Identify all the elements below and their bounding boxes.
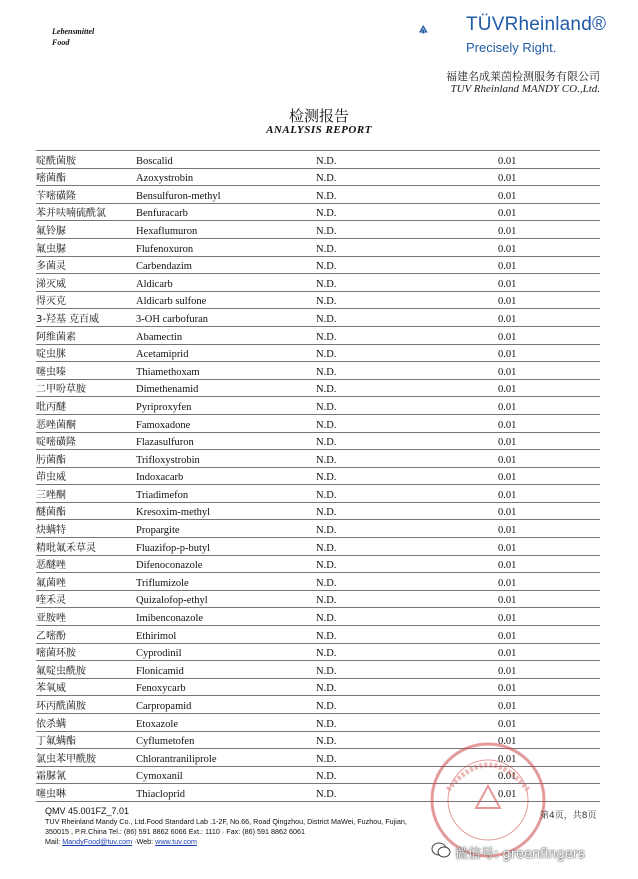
pesticide-name-en: Aldicarb sulfone xyxy=(136,291,316,309)
detection-limit: 0.01 xyxy=(498,590,600,608)
result-value: N.D. xyxy=(316,749,498,767)
pesticide-name-en: Cyflumetofen xyxy=(136,731,316,749)
pesticide-name-cn: 噻虫啉 xyxy=(36,784,136,802)
results-table-body xyxy=(36,151,600,802)
pesticide-name-en: Acetamiprid xyxy=(136,344,316,362)
division-label-de: Lebensmittel xyxy=(52,27,95,36)
result-value: N.D. xyxy=(316,168,498,186)
detection-limit: 0.01 xyxy=(498,485,600,503)
detection-limit: 0.01 xyxy=(498,626,600,644)
report-title-en: ANALYSIS REPORT xyxy=(266,124,372,136)
table-row xyxy=(36,520,600,538)
pesticide-name-cn: 3-羟基 克百威 xyxy=(36,309,136,327)
pesticide-name-en: Cyprodinil xyxy=(136,643,316,661)
table-row xyxy=(36,362,600,380)
table-row xyxy=(36,485,600,503)
pesticide-name-en: Thiacloprid xyxy=(136,784,316,802)
table-row xyxy=(36,309,600,327)
pesticide-name-cn: 吡丙醚 xyxy=(36,397,136,415)
pesticide-name-cn: 嘧菌环胺 xyxy=(36,643,136,661)
table-row xyxy=(36,221,600,239)
table-row xyxy=(36,414,600,432)
detection-limit: 0.01 xyxy=(498,432,600,450)
pesticide-name-en: Flufenoxuron xyxy=(136,238,316,256)
result-value: N.D. xyxy=(316,485,498,503)
pesticide-name-cn: 嘧菌酯 xyxy=(36,168,136,186)
result-value: N.D. xyxy=(316,397,498,415)
result-value: N.D. xyxy=(316,151,498,169)
pesticide-name-en: 3-OH carbofuran xyxy=(136,309,316,327)
pesticide-name-cn: 恶醚唑 xyxy=(36,555,136,573)
pesticide-name-en: Triadimefon xyxy=(136,485,316,503)
result-value: N.D. xyxy=(316,238,498,256)
result-value: N.D. xyxy=(316,450,498,468)
mail-label: Mail: xyxy=(45,837,63,846)
table-row xyxy=(36,274,600,292)
web-link[interactable]: www.tuv.com xyxy=(155,837,197,846)
table-row xyxy=(36,168,600,186)
result-value: N.D. xyxy=(316,467,498,485)
form-code: QMV 45.001FZ_7.01 xyxy=(45,806,130,816)
detection-limit: 0.01 xyxy=(498,520,600,538)
result-value: N.D. xyxy=(316,203,498,221)
pesticide-name-en: Fenoxycarb xyxy=(136,678,316,696)
pesticide-name-en: Flazasulfuron xyxy=(136,432,316,450)
pesticide-name-cn: 得灭克 xyxy=(36,291,136,309)
pesticide-name-cn: 多菌灵 xyxy=(36,256,136,274)
result-value: N.D. xyxy=(316,766,498,784)
result-value: N.D. xyxy=(316,608,498,626)
table-row xyxy=(36,432,600,450)
result-value: N.D. xyxy=(316,784,498,802)
pesticide-name-en: Quizalofop-ethyl xyxy=(136,590,316,608)
detection-limit: 0.01 xyxy=(498,344,600,362)
pesticide-name-cn: 噻虫嗪 xyxy=(36,362,136,380)
pesticide-name-cn: 亚胺唑 xyxy=(36,608,136,626)
pesticide-name-en: Famoxadone xyxy=(136,414,316,432)
result-value: N.D. xyxy=(316,326,498,344)
detection-limit: 0.01 xyxy=(498,502,600,520)
table-row xyxy=(36,151,600,169)
pesticide-name-cn: 三唑酮 xyxy=(36,485,136,503)
pesticide-name-en: Propargite xyxy=(136,520,316,538)
pesticide-name-en: Dimethenamid xyxy=(136,379,316,397)
pesticide-name-cn: 氟铃脲 xyxy=(36,221,136,239)
pesticide-name-cn: 醚菌酯 xyxy=(36,502,136,520)
table-row xyxy=(36,538,600,556)
pesticide-name-cn: 环丙酰菌胺 xyxy=(36,696,136,714)
result-value: N.D. xyxy=(316,432,498,450)
result-value: N.D. xyxy=(316,555,498,573)
pesticide-name-en: Hexaflumuron xyxy=(136,221,316,239)
web-label: ·Web: xyxy=(132,837,156,846)
pesticide-name-en: Ethirimol xyxy=(136,626,316,644)
detection-limit: 0.01 xyxy=(498,414,600,432)
detection-limit: 0.01 xyxy=(498,274,600,292)
tuv-triangle-logo-icon xyxy=(418,10,464,50)
result-value: N.D. xyxy=(316,291,498,309)
pesticide-name-cn: 苯氧威 xyxy=(36,678,136,696)
pesticide-name-cn: 肟菌酯 xyxy=(36,450,136,468)
pesticide-name-cn: 苯并呋喃硫酰氯 xyxy=(36,203,136,221)
lab-online xyxy=(45,837,407,847)
pesticide-name-en: Aldicarb xyxy=(136,274,316,292)
table-row xyxy=(36,573,600,591)
watermark-text: 微信号: greenfingers xyxy=(455,847,585,862)
detection-limit: 0.01 xyxy=(498,379,600,397)
table-row xyxy=(36,678,600,696)
pesticide-name-en: Difenoconazole xyxy=(136,555,316,573)
detection-limit: 0.01 xyxy=(498,643,600,661)
detection-limit: 0.01 xyxy=(498,326,600,344)
page-number: 第4页，共8页 xyxy=(540,811,597,821)
detection-limit: 0.01 xyxy=(498,291,600,309)
report-title-cn: 检测报告 xyxy=(288,107,349,125)
pesticide-name-cn: 依杀螨 xyxy=(36,714,136,732)
table-row xyxy=(36,450,600,468)
pesticide-name-cn: 阿维菌素 xyxy=(36,326,136,344)
pesticide-name-en: Fluazifop-p-butyl xyxy=(136,538,316,556)
pesticide-name-en: Azoxystrobin xyxy=(136,168,316,186)
detection-limit: 0.01 xyxy=(498,362,600,380)
table-row xyxy=(36,643,600,661)
lab-address: TUV Rheinland Mandy Co., Ltd.Food Standard Lab .1-2F, No.66, Road Qingzhou, District MaWei, Fuzhou, Fujian, xyxy=(45,817,407,826)
brand-tagline: Precisely Right. xyxy=(466,40,557,55)
result-value: N.D. xyxy=(316,520,498,538)
table-row xyxy=(36,608,600,626)
pesticide-name-cn: 氟菌唑 xyxy=(36,573,136,591)
detection-limit: 0.01 xyxy=(498,784,600,802)
pesticide-name-cn: 啶嘧磺隆 xyxy=(36,432,136,450)
detection-limit: 0.01 xyxy=(498,168,600,186)
pesticide-name-cn: 丁氟螨酯 xyxy=(36,731,136,749)
detection-limit: 0.01 xyxy=(498,186,600,204)
detection-limit: 0.01 xyxy=(498,221,600,239)
email-link[interactable]: MandyFood@tuv.com xyxy=(62,837,133,846)
result-value: N.D. xyxy=(316,344,498,362)
brand-name: TÜVRheinland® xyxy=(466,14,607,35)
result-value: N.D. xyxy=(316,731,498,749)
result-value: N.D. xyxy=(316,502,498,520)
table-row xyxy=(36,238,600,256)
result-value: N.D. xyxy=(316,186,498,204)
detection-limit: 0.01 xyxy=(498,678,600,696)
result-value: N.D. xyxy=(316,274,498,292)
result-value: N.D. xyxy=(316,256,498,274)
pesticide-name-en: Trifloxystrobin xyxy=(136,450,316,468)
detection-limit: 0.01 xyxy=(498,467,600,485)
detection-limit: 0.01 xyxy=(498,749,600,767)
result-value: N.D. xyxy=(316,626,498,644)
pesticide-name-cn: 恶唑菌酮 xyxy=(36,414,136,432)
pesticide-name-en: Carbendazim xyxy=(136,256,316,274)
table-row xyxy=(36,696,600,714)
detection-limit: 0.01 xyxy=(498,731,600,749)
result-value: N.D. xyxy=(316,643,498,661)
table-row xyxy=(36,379,600,397)
report-footer xyxy=(45,806,407,847)
pesticide-name-en: Cymoxanil xyxy=(136,766,316,784)
pesticide-name-en: Boscalid xyxy=(136,151,316,169)
detection-limit: 0.01 xyxy=(498,661,600,679)
detection-limit: 0.01 xyxy=(498,608,600,626)
pesticide-name-cn: 精吡氟禾草灵 xyxy=(36,538,136,556)
pesticide-name-en: Indoxacarb xyxy=(136,467,316,485)
division-label xyxy=(52,26,94,48)
pesticide-name-cn: 炔螨特 xyxy=(36,520,136,538)
pesticide-name-cn: 喹禾灵 xyxy=(36,590,136,608)
result-value: N.D. xyxy=(316,379,498,397)
company-name-en: TUV Rheinland MANDY CO.,Ltd. xyxy=(450,83,600,95)
table-row xyxy=(36,714,600,732)
pesticide-name-cn: 氯虫苯甲酰胺 xyxy=(36,749,136,767)
pesticide-name-en: Chlorantraniliprole xyxy=(136,749,316,767)
table-row xyxy=(36,555,600,573)
detection-limit: 0.01 xyxy=(498,256,600,274)
pesticide-name-cn: 氟啶虫酰胺 xyxy=(36,661,136,679)
lab-contact: 350015 , P.R.China Tel.: (86) 591 8862 6066 Ext.: 1110 · Fax: (86) 591 8862 6061 xyxy=(45,827,305,836)
result-value: N.D. xyxy=(316,414,498,432)
detection-limit: 0.01 xyxy=(498,151,600,169)
table-row xyxy=(36,467,600,485)
wechat-icon xyxy=(431,841,451,859)
pesticide-name-en: Thiamethoxam xyxy=(136,362,316,380)
pesticide-name-cn: 霜脲氰 xyxy=(36,766,136,784)
detection-limit: 0.01 xyxy=(498,538,600,556)
table-row xyxy=(36,626,600,644)
pesticide-name-cn: 啶酰菌胺 xyxy=(36,151,136,169)
detection-limit: 0.01 xyxy=(498,555,600,573)
pesticide-name-en: Pyriproxyfen xyxy=(136,397,316,415)
detection-limit: 0.01 xyxy=(498,714,600,732)
table-row xyxy=(36,502,600,520)
detection-limit: 0.01 xyxy=(498,309,600,327)
result-value: N.D. xyxy=(316,714,498,732)
pesticide-name-cn: 乙嘧酚 xyxy=(36,626,136,644)
pesticide-name-en: Benfuracarb xyxy=(136,203,316,221)
detection-limit: 0.01 xyxy=(498,203,600,221)
result-value: N.D. xyxy=(316,309,498,327)
pesticide-name-en: Triflumizole xyxy=(136,573,316,591)
result-value: N.D. xyxy=(316,538,498,556)
pesticide-name-en: Flonicamid xyxy=(136,661,316,679)
result-value: N.D. xyxy=(316,696,498,714)
table-row xyxy=(36,203,600,221)
result-value: N.D. xyxy=(316,573,498,591)
detection-limit: 0.01 xyxy=(498,696,600,714)
pesticide-name-en: Abamectin xyxy=(136,326,316,344)
table-row xyxy=(36,397,600,415)
table-row xyxy=(36,291,600,309)
pesticide-name-en: Kresoxim-methyl xyxy=(136,502,316,520)
result-value: N.D. xyxy=(316,678,498,696)
table-row xyxy=(36,590,600,608)
results-table xyxy=(36,150,600,802)
detection-limit: 0.01 xyxy=(498,238,600,256)
pesticide-name-en: Etoxazole xyxy=(136,714,316,732)
table-row xyxy=(36,344,600,362)
table-row xyxy=(36,256,600,274)
pesticide-name-cn: 二甲吩草胺 xyxy=(36,379,136,397)
table-row xyxy=(36,661,600,679)
pesticide-name-cn: 茚虫威 xyxy=(36,467,136,485)
table-row xyxy=(36,186,600,204)
pesticide-name-cn: 苄嘧磺隆 xyxy=(36,186,136,204)
pesticide-name-en: Carpropamid xyxy=(136,696,316,714)
pesticide-name-cn: 啶虫脒 xyxy=(36,344,136,362)
result-value: N.D. xyxy=(316,221,498,239)
result-value: N.D. xyxy=(316,362,498,380)
detection-limit: 0.01 xyxy=(498,450,600,468)
pesticide-name-cn: 涕灭威 xyxy=(36,274,136,292)
pesticide-name-en: Imibenconazole xyxy=(136,608,316,626)
detection-limit: 0.01 xyxy=(498,573,600,591)
table-row xyxy=(36,326,600,344)
pesticide-name-cn: 氟虫脲 xyxy=(36,238,136,256)
division-label-en: Food xyxy=(52,38,70,47)
detection-limit: 0.01 xyxy=(498,766,600,784)
result-value: N.D. xyxy=(316,590,498,608)
company-name-cn: 福建名成莱茵检测服务有限公司 xyxy=(446,70,600,83)
pesticide-name-en: Bensulfuron-methyl xyxy=(136,186,316,204)
result-value: N.D. xyxy=(316,661,498,679)
detection-limit: 0.01 xyxy=(498,397,600,415)
